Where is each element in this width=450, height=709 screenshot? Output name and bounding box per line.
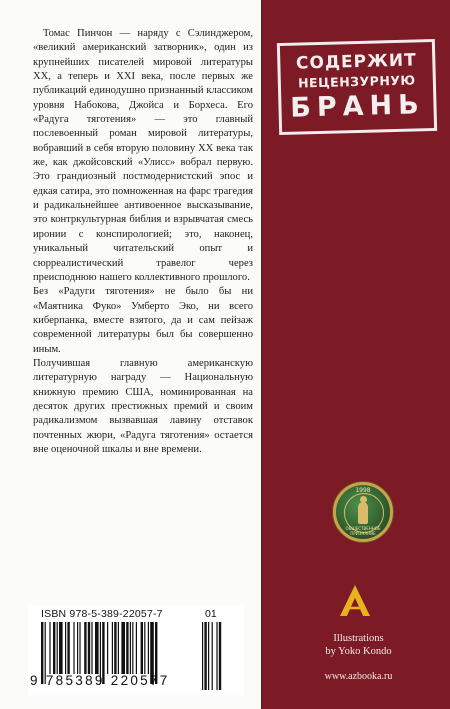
barcode-bar [73,622,74,674]
barcode-bar [118,622,119,674]
medal-arc-text: ОБЩЕСТВЕННОЕ ПРИЗНАНИЕ [345,526,381,536]
addon-barcode-bar [204,622,206,690]
barcode-bar [126,622,128,674]
warning-line-2: НЕЦЕНЗУРНУЮ [297,71,416,91]
barcode-bar [49,622,50,674]
barcode-bar [132,622,133,674]
publisher-website: www.azbooka.ru [324,671,393,682]
addon-barcode-bar [212,622,213,690]
award-medal-icon [333,482,393,542]
barcode-bar [144,622,145,674]
medal-figure [358,502,368,524]
addon-barcode-bar [202,622,203,690]
isbn-barcode-block [28,605,244,695]
warning-line-1: СОДЕРЖИТ [295,49,417,74]
addon-barcode-bar [208,622,209,690]
illustration-credit [301,632,416,658]
barcode-bar [57,622,58,674]
illustrations-label: Illustrations [333,633,384,644]
barcode-bar [79,622,80,674]
barcode-bar [148,622,149,674]
barcode-bar [121,622,125,674]
profanity-warning-stamp [277,39,437,135]
barcode-bar [130,622,131,674]
isbn-addon: 01 [205,608,217,620]
barcode-bar [107,622,108,674]
warning-line-3: БРАНЬ [289,88,426,124]
barcode-bar [95,622,99,674]
illustrator-name: by Yoko Kondo [325,646,392,657]
medal-year: 1998 [355,487,371,494]
barcode-bar [88,622,90,674]
barcode-bar [59,622,63,674]
barcode-bar [53,622,55,674]
addon-barcode-bar [216,622,217,690]
book-description: Томас Пинчон — наряду с Сэлинджером, «великий американский затворник», один из крупнейших писателей мировой литературы XX, а теперь и XXI века, после первых же публикаций единодушно признанный классиком уровня Набокова, Джойса и Борхеса. Его «Радуга тяготения» — это главный послевоенный роман мировой литературы, вобравший в себя вторую половину XX века так же, как джойсовский «Улисс» вобрал первую. Это грандиозный постмодернистский эпос и едкая сатира, это помноженная на фарс трагедия и радикальнейшее антивоенное высказывание, это контркультурная библия и взрывчатая смесь иронии с конспирологией; это, наконец, уникальный читательский опыт и сюрреалистический травелог через преисподнюю нашего коллективного прошлого. Без «Радуги тяготения» не было бы ни «Маятника Фуко» Умберто Эко, ни всего киберпанка, вместе взятого, да и сам пейзаж современной литературы был бы совершенно иным. Получившая главную американскую литературную награду — Национальную книжную премию США, номинированная на десяток других престижных премий и своим радикализмом вызвавшая лавину отставок почтенных жюри, «Радуга тяготения» остается вне оценочной шкалы и вне времени. [33,28,253,455]
isbn-number: ISBN 978-5-389-22057-7 [41,608,163,620]
barcode-bar [67,622,69,674]
barcode-bar [112,622,113,674]
barcode-bar [84,622,86,674]
barcode-bar [141,622,143,674]
barcode-bar [77,622,78,674]
addon-barcode-bar [219,622,221,690]
barcode-bar [91,622,92,674]
barcode-bar [114,622,116,674]
barcode-bar [136,622,137,674]
addon-barcode-bars [202,622,228,690]
azbooka-logo-icon [339,584,371,618]
ean-digits: 9 785389 220577 [30,673,170,688]
barcode-bar [65,622,66,674]
